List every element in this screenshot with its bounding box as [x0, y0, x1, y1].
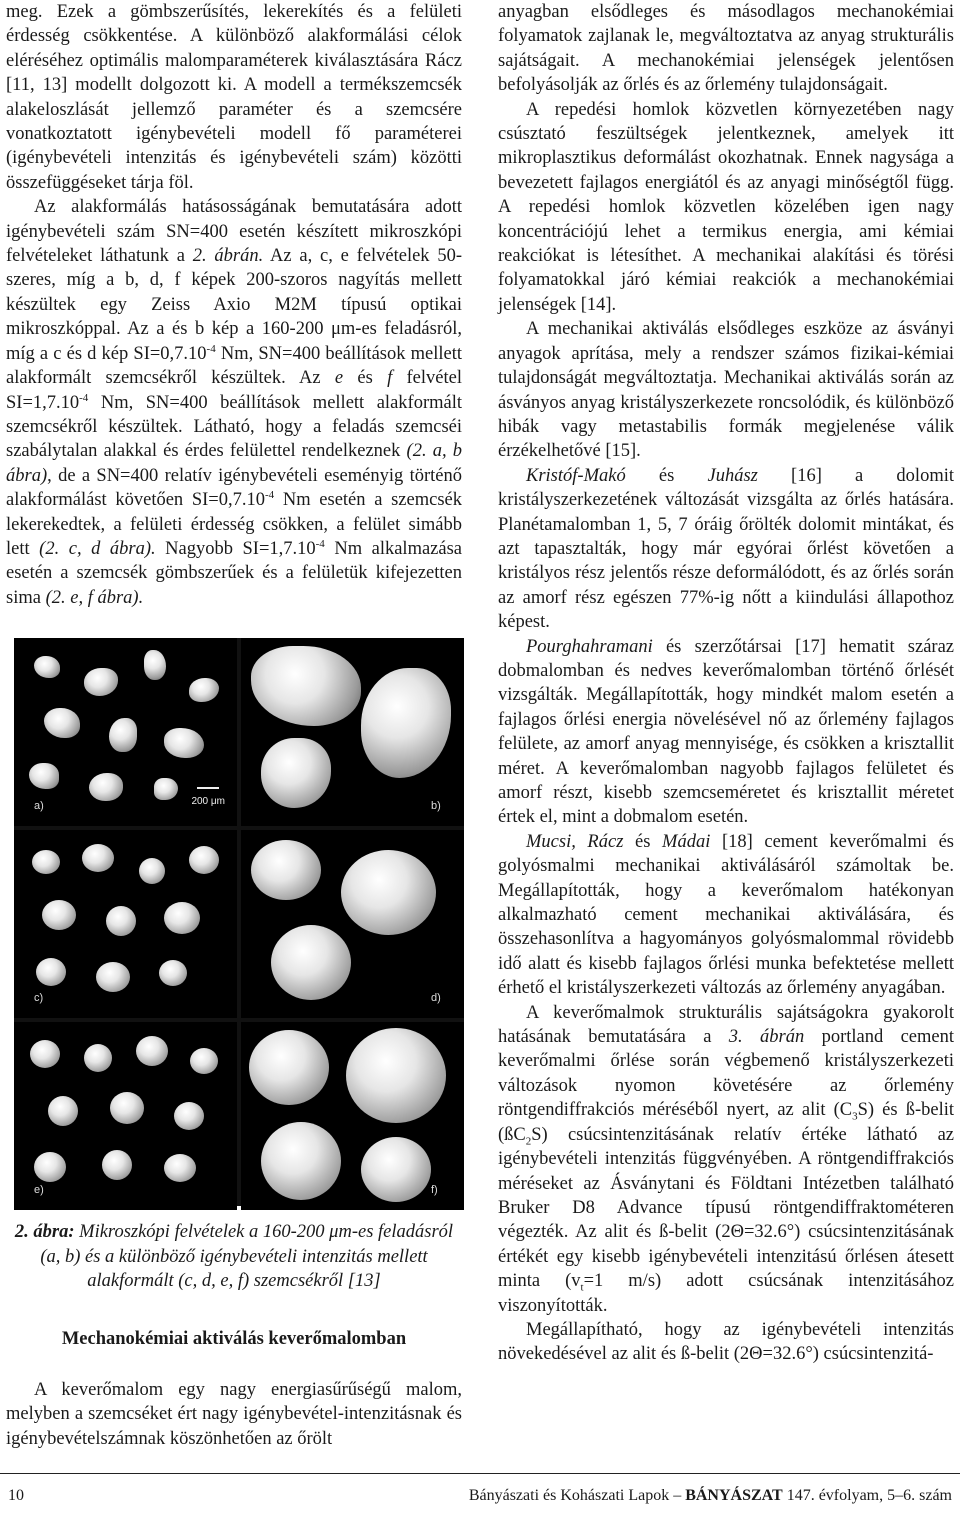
micrograph-panel-d — [241, 830, 464, 1018]
text-run: Az alakformálás hatásosságának bemutatására adott igénybevételi szám SN=400 esetén készített mikroszkópi felvételeket láthatunk a — [6, 197, 462, 267]
panel-label: e) — [34, 1183, 44, 1196]
text-run: e — [334, 368, 344, 389]
text-run: [18] cement keverőmalmi és golyósmalmi mechanikai aktiválásáról számoltak be. Megállapították, hogy a keverőmalom hatékonyan alkalmazható cement mechanikai aktiválására, és összehasonlítva a hagyományos golyósmalommal rövidebb idő alatt és kisebb fajlagos őrlési munka befektetése mellett érhető el kristályszerkezeti változás az őrlemény anyagában. — [498, 831, 954, 999]
text-run: Bányászati és Kohászati Lapok – — [468, 1487, 686, 1504]
page-footer — [0, 1473, 960, 1510]
text-run: és — [625, 465, 708, 486]
paragraph: A keverőmalom egy nagy energiasűrűségű malom, melyben a szemcséket ért nagy igénybevétel-intenzitásnak és igénybevételszámnak köszönhetően az őrölt — [6, 1379, 462, 1449]
text-run: Nm, SN=400 beállítások mellett alakformált szemcsékről készültek. Az — [6, 343, 462, 389]
paragraph — [498, 464, 954, 635]
text-run: felvétel SI=1,7.10 — [6, 368, 462, 413]
text-run: és szerzőtársai [17] hematit száraz dobmalomban és nedves keverőmalomban történő őrlését vizsgálták. Megállapították, hogy mindkét malom esetén a fajlagos őrlési energia növelésével nő az őrlemény fajlagos felülete, az amorf anyag mennyisége, és csökken a krisztallit méret. A keverőmalomban nagyobb fajlagos felületet és amorf részt, kisebb szemcseméretet és krisztallit méretet értek el, mint a dobmalom esetén. — [498, 636, 954, 828]
text-run: Nm alkalmazása esetén a szemcsék gömbszerűek és a felületük kifejezetten sima — [6, 538, 463, 608]
exponent: -4 — [315, 537, 325, 550]
paragraph — [6, 195, 462, 610]
text-run: portland cement keverőmalmi őrlése során végbemenő kristályszerkezeti változások nyomon követésére az őrlemény röntgendiffrakciós méréséből nyert, az alit (C — [498, 1027, 955, 1121]
text-run: S) csúcsintenzitásának relatív értéke látható az igénybevételi intenzitás függvényében. A röntgendiffrakciós méréseket az Ásványtani és Földtani Intézetben található Bruker D8 Advance típusú röntgendiffraktométeren végezték. Az alit és ß-belit (2Θ=32.6°) csúcsintenzitásának értékét egy kisebb igénybevételi intenzitású őrlésen átesett minta (v — [498, 1124, 954, 1292]
micrograph-panel-b — [241, 638, 464, 826]
page-number: 10 — [8, 1487, 24, 1504]
text-run: , de a SN=400 relatív igénybevételi eseményig történő alakformálást követően SI=0,7.10 — [6, 465, 462, 511]
text-run: Nm, SN=400 beállítások mellett alakformált szemcsékről készültek. Látható, hogy a feladás szemcséi szabálytalan alakkal és érdes felülettel rendelkeznek — [6, 392, 462, 462]
author-name: Juhász — [707, 465, 758, 486]
paragraph: A repedési homlok közvetlen környezetében nagy csúsztató feszültségek jelentkeznek, amelyek itt mikroplasztikus deformálást okozhatnak. Ennek nagysága a bevezetett fajlagos energiától és az anyagi minőségtől függ. A repedési homlok közvetlen közelében igen nagy koncentrációjú lehet a termikus energia, ami kémiai reakciókat is létesíthet. A mechanikai alakítási és törési folyamatokkal járó kémiai reakciók a mechanokémiai jelenségek [14]. — [498, 99, 954, 315]
micrograph-panel-f — [241, 1022, 464, 1210]
subscript: t — [580, 1281, 584, 1294]
figure-caption — [14, 1220, 454, 1293]
caption-label: 2. ábra: — [14, 1222, 75, 1243]
author-name: Mádai — [662, 831, 711, 852]
paragraph: A mechanikai aktiválás elsődleges eszköze az ásványi anyagok aprítása, mely a rendszer számos fizikai-kémiai tulajdonságát megváltoztatja. Mechanikai aktiválás során az ásványos anyag kristályszerkezete roncsolódik, és különböző hibák vagy metastabilis formák megjelenése válik érzékelhetővé [15]. — [498, 319, 954, 462]
text-run: Nm esetén a szemcsék lekerekedtek, a felületi érdesség csökken, a felület simább lett — [6, 490, 462, 559]
text-run: és — [343, 368, 388, 389]
text-run: 147. évfolyam, 5–6. szám — [782, 1487, 952, 1504]
left-column — [6, 0, 462, 1451]
author-name: Pourghahramani — [526, 636, 653, 657]
panel-label: d) — [431, 991, 441, 1004]
journal-name: BÁNYÁSZAT — [685, 1487, 783, 1504]
panel-label: b) — [431, 799, 441, 812]
exponent: -4 — [206, 342, 216, 355]
paragraph: meg. Ezek a gömbszerűsítés, lekerekítés és a felületi érdesség csökkentése. A különböző alakformálási célok eléréséhez optimális malomparaméterek kiválasztására Rácz [11, 13] modellt dolgozott ki. A modell a termékszemcsék alakeloszlását jellemző paraméter és a szemcsére vonatkoztatott igénybevételi modell fő paraméterei (igénybevételi intenzitás és igénybevételi szám) közötti összefüggéseket tárja föl. — [6, 2, 462, 193]
text-run: A keverőmalmok strukturális sajátságokra gyakorolt hatásának bemutatására a — [498, 1002, 954, 1048]
figure-reference: 2. ábrán. — [192, 246, 264, 267]
panel-label: f) — [431, 1183, 438, 1196]
panel-label: c) — [34, 991, 44, 1004]
paragraph: anyagban elsődleges és másodlagos mechanokémiai folyamatok zajlanak le, megváltoztatva az anyag strukturális sajátságait. A mechanokémiai jelenségek jelentősen befolyásolják az őrlés és az őrlemény tulajdonságait. — [498, 2, 954, 96]
micrograph-panel-a — [14, 638, 237, 826]
paragraph — [498, 830, 954, 1001]
figure-reference: (2. c, d ábra). — [39, 538, 156, 559]
subscript: 2 — [525, 1135, 532, 1148]
author-name: Kristóf-Makó — [526, 465, 626, 486]
text-run: [16] a dolomit kristályszerkezetének változását vizsgálta az őrlés hatására. Planétamalomban 1, 5, 7 óráig őrölték dolomit mintákat, és azt tapasztalták, hogy már egyórai őrlést követően a kristályos rész jelentős része deformálódott, és az őrlés során az amorf rész egészen 77%-ig nőtt a kiindulási állapothoz képest. — [498, 465, 954, 633]
micrograph-figure — [14, 638, 464, 1206]
panel-label: a) — [34, 799, 44, 812]
figure-reference: (2. a, b ábra) — [6, 441, 462, 486]
text-run: S) és ß-belit (ßC — [498, 1100, 954, 1145]
figure-reference: (2. e, f ábra). — [45, 587, 144, 608]
paragraph — [498, 635, 954, 830]
paragraph — [498, 1001, 954, 1318]
subscript: 3 — [852, 1110, 858, 1123]
scale-bar: 200 μm — [191, 787, 225, 814]
caption-text: Mikroszkópi felvételek a 160-200 μm-es feladásról (a, b) és a különböző igénybevételi intenzitás mellett alakformált (c, d, e, f) szemcsékről [13] — [40, 1222, 454, 1291]
text-run: Az a, c, e felvételek 50-szeres, míg a b, d, f képek 200-szoros nagyítás mellett készültek egy Zeiss Axio M2M típusú optikai mikroszkóppal. Az a és b kép a 160-200 μm-es feladásról, míg a c és d kép SI=0,7.10 — [6, 246, 462, 364]
exponent: -4 — [265, 488, 275, 501]
paragraph: Megállapítható, hogy az igénybevételi intenzitás növekedésével az alit és ß-belit (2Θ=32.6°) csúcsintenzitá- — [498, 1319, 954, 1365]
micrograph-panel-c — [14, 830, 237, 1018]
author-name: Mucsi, Rácz — [526, 831, 624, 852]
figure-reference: 3. ábrán — [728, 1027, 805, 1048]
text-run: Nagyobb SI=1,7.10 — [155, 538, 316, 559]
section-heading: Mechanokémiai aktiválás keverőmalomban — [61, 1329, 407, 1350]
text-run: és — [623, 831, 663, 852]
micrograph-panel-e — [14, 1022, 237, 1210]
exponent: -4 — [79, 391, 89, 404]
text-run: f — [387, 368, 393, 389]
right-column — [498, 0, 954, 1367]
text-run: =1 m/s) adott csúcsának intenzitásához viszonyították. — [498, 1271, 954, 1316]
